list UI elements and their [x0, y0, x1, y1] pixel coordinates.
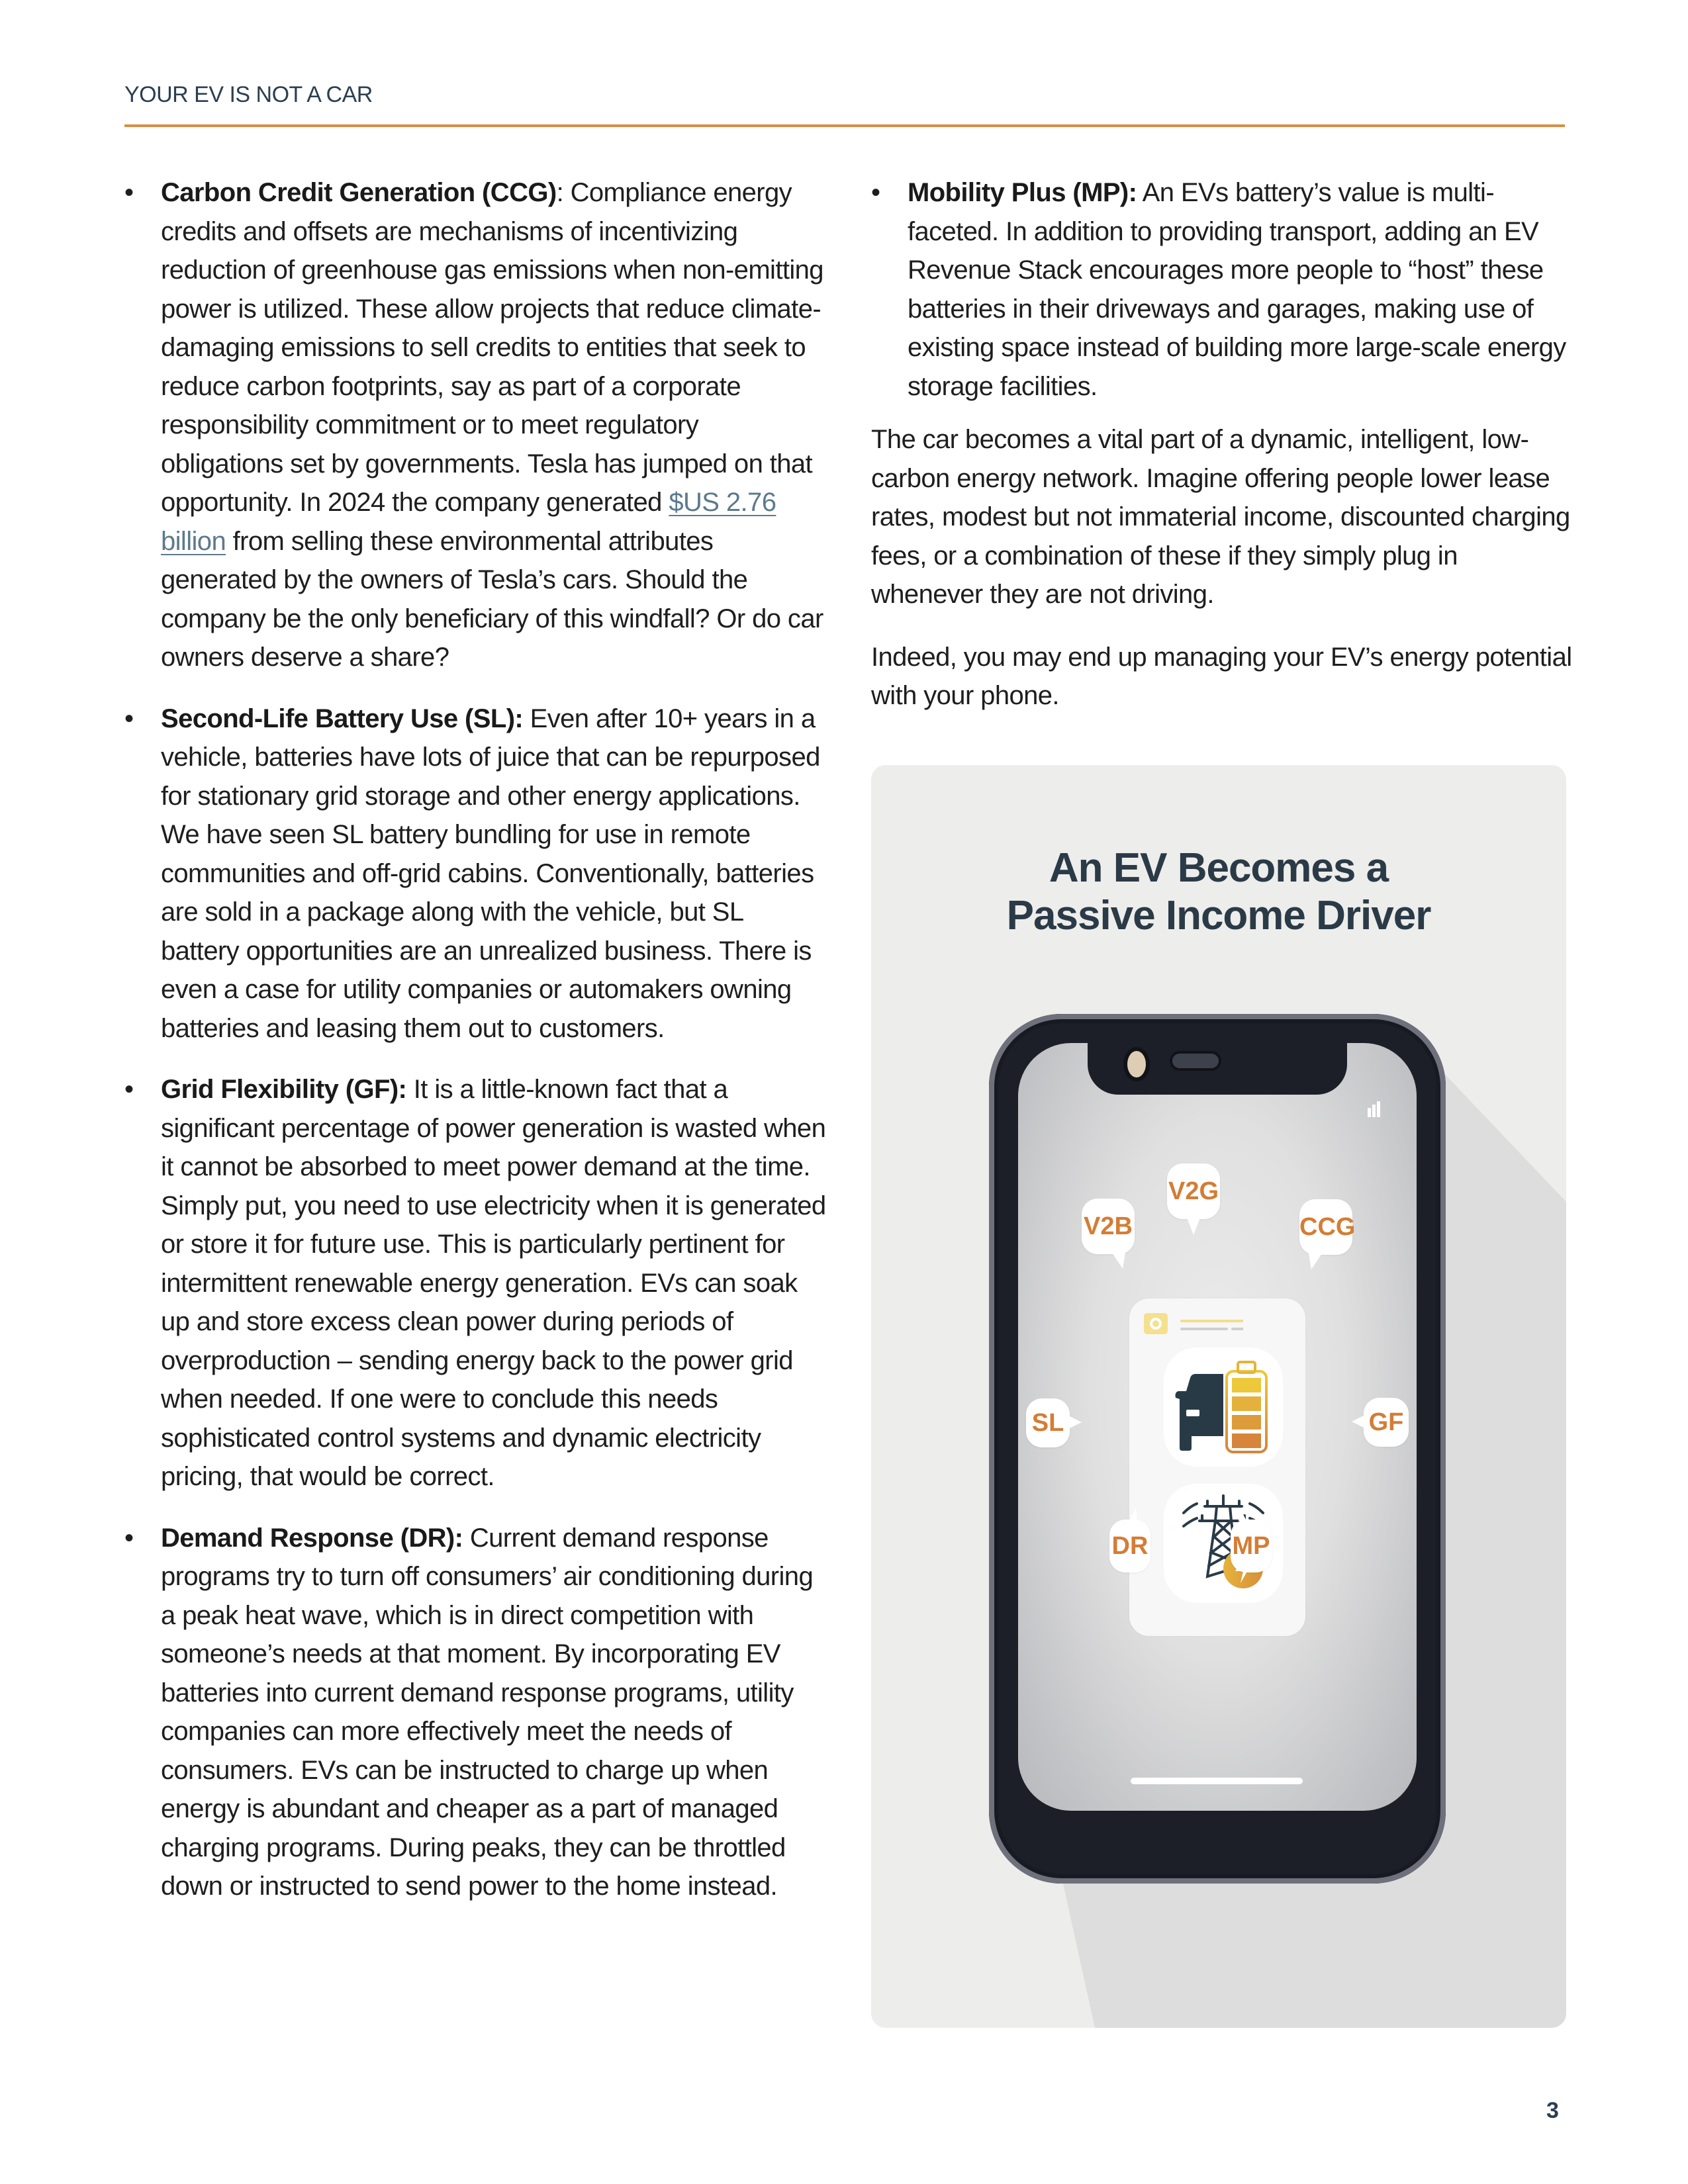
- right-column: [871, 173, 1573, 739]
- label-text: V2G: [1168, 1177, 1219, 1205]
- bubble-tail: [1068, 1416, 1082, 1429]
- bullet-mp: [871, 173, 1573, 406]
- bubble-tail: [1129, 1508, 1137, 1521]
- bullet-term: Grid Flexibility (GF):: [161, 1075, 407, 1104]
- label-v2g: [1167, 1163, 1220, 1219]
- bubble-tail: [1112, 1253, 1125, 1269]
- bullet-dr-text: [161, 1519, 826, 1906]
- bullet-term: Carbon Credit Generation (CCG): [161, 178, 557, 207]
- label-text: CCG: [1299, 1213, 1356, 1241]
- tesla-credits-link[interactable]: $US 2.76 billion: [161, 488, 776, 556]
- phone-notch: [1088, 1043, 1347, 1095]
- bullet-dot: •: [124, 178, 134, 207]
- bullet-gf: [124, 1070, 826, 1496]
- label-text: GF: [1368, 1408, 1404, 1436]
- body-paragraph: The car becomes a vital part of a dynamic, intelligent, low-carbon energy network. Imagine offering people lower lease rates, modest but not immaterial income, discounted charging fees, or a combination of these if they simply plug in whenever they are not driving.: [871, 425, 1570, 609]
- bullet-body: It is a little-known fact that a significant percentage of power generation is wasted when it cannot be absorbed to meet power demand at the time. Simply put, you need to use electricity when it is generated or store it for future use. This is particularly pertinent for intermittent renewable energy generation. EVs can soak up and store excess clean power during periods of overproduction – sending energy back to the power grid when needed. If one were to conclude this needs sophisticated control systems and dynamic electricity pricing, that would be correct.: [161, 1075, 826, 1491]
- page-number: 3: [1546, 2098, 1559, 2123]
- bullet-dr: [124, 1519, 826, 1906]
- bullet-body: An EVs battery’s value is multi-faceted. In addition to providing transport, adding an EV Revenue Stack encourages more people to “host” these batteries in their driveways and garages, making use of existing space instead of building more large-scale energy storage facilities.: [908, 178, 1566, 401]
- separator: :: [556, 178, 571, 207]
- label-text: SL: [1031, 1409, 1064, 1437]
- camera-icon: [1127, 1051, 1146, 1077]
- body-paragraph: Indeed, you may end up managing your EV’s energy potential with your phone.: [871, 642, 1572, 710]
- label-sl: [1026, 1398, 1070, 1447]
- bullet-gf-text: [161, 1070, 826, 1496]
- phone-screen: [1018, 1043, 1417, 1811]
- label-mp: [1231, 1520, 1272, 1572]
- signal-bars-icon: [1366, 1101, 1382, 1117]
- bubble-tail: [1187, 1218, 1200, 1235]
- label-v2b: [1082, 1199, 1135, 1254]
- bullet-mp-text: [908, 173, 1573, 406]
- header-rule: [124, 124, 1565, 127]
- car-battery-tile: [1164, 1347, 1283, 1467]
- title-line-1: An EV Becomes a: [1049, 845, 1389, 891]
- label-dr: [1109, 1520, 1150, 1572]
- bullet-dot: •: [124, 704, 134, 733]
- bullet-term: Second-Life Battery Use (SL):: [161, 704, 524, 733]
- phone-icon: [989, 1014, 1446, 1884]
- bullet-body-cont: from selling these environmental attributes generated by the owners of Tesla’s cars. Should the company be the only beneficiary of this windfall? Or do car owners deserve a share?: [161, 526, 823, 672]
- label-text: V2B: [1084, 1212, 1133, 1240]
- label-text: MP: [1232, 1532, 1270, 1560]
- bullet-body: Current demand response programs try to turn off consumers’ air conditioning during a peak heat wave, which is in direct competition with someone’s needs at that moment. By incorporating EV batteries into current demand response programs, utility companies can more effectively meet the needs of consumers. EVs can be instructed to charge up when energy is abundant and cheaper as a part of managed charging programs. During peaks, they can be throttled down or instructed to send power to the home instead.: [161, 1523, 814, 1901]
- infographic-card: [871, 765, 1566, 2028]
- settings-gear-icon: [1144, 1313, 1243, 1334]
- bullet-dot: •: [124, 1523, 134, 1553]
- bullet-ccg: [124, 173, 826, 677]
- bubble-tail: [1239, 1508, 1246, 1521]
- label-gf: [1364, 1398, 1409, 1447]
- bullet-sl-text: [161, 700, 826, 1048]
- running-header: YOUR EV IS NOT A CAR: [124, 82, 373, 107]
- label-ccg: [1299, 1199, 1356, 1255]
- infographic-title: [871, 844, 1566, 940]
- bullet-sl: [124, 700, 826, 1048]
- title-line-2: Passive Income Driver: [1006, 893, 1431, 938]
- home-indicator: [1131, 1778, 1303, 1784]
- bullet-body: Compliance energy credits and offsets are mechanisms of incentivizing reduction of greenhouse gas emissions when non-emitting power is utilized. These allow projects that reduce climate-damaging emissions to sell credits to entities that seek to reduce carbon footprints, say as part of a corporate responsibility commitment or to meet regulatory obligations set by governments. Tesla has jumped on that opportunity. In 2024 the company generated: [161, 178, 823, 517]
- left-column: [124, 173, 826, 1929]
- bullet-dot: •: [871, 178, 881, 207]
- bubble-tail: [1352, 1415, 1365, 1428]
- bullet-ccg-text: [161, 173, 826, 677]
- bullet-dot: •: [124, 1075, 134, 1104]
- bullet-term: Mobility Plus (MP):: [908, 178, 1137, 207]
- bullet-body: Even after 10+ years in a vehicle, batteries have lots of juice that can be repurposed for stationary grid storage and other energy applications. We have seen SL battery bundling for use in remote communities and off-grid cabins. Conventionally, batteries are sold in a package along with the vehicle, but SL battery opportunities are an unrealized business. There is even a case for utility companies or automakers owning batteries and leasing them out to customers.: [161, 704, 820, 1043]
- bullet-term: Demand Response (DR):: [161, 1523, 463, 1553]
- label-text: DR: [1111, 1532, 1149, 1560]
- car-battery-icon: [1164, 1347, 1283, 1467]
- bubble-tail: [1309, 1253, 1322, 1269]
- speaker-icon: [1172, 1054, 1219, 1068]
- app-panel: [1129, 1298, 1305, 1636]
